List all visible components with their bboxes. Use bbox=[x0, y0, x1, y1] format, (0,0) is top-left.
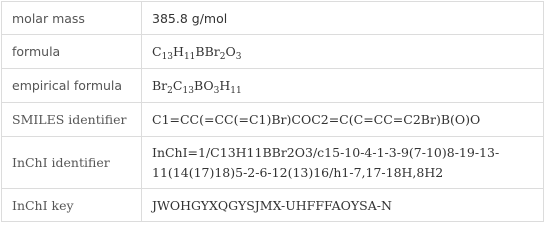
row-value: $Br_2C_{13}BO_3H_{11}$ bbox=[142, 69, 544, 103]
subscript: 13 bbox=[161, 52, 174, 62]
row-label: molar mass bbox=[2, 2, 142, 35]
row-inchi bbox=[2, 137, 544, 189]
row-smiles bbox=[2, 103, 544, 137]
row-label: empirical formula bbox=[2, 69, 142, 103]
row-value: $C_{13}H_{11}BBr_2O_3$ bbox=[142, 35, 544, 69]
row-value: JWOHGYXQGYSJMX-UHFFFAOYSA-N bbox=[142, 189, 544, 222]
row-label: InChI key bbox=[2, 189, 142, 222]
row-label: formula bbox=[2, 35, 142, 69]
row-value: 385.8 g/mol bbox=[142, 2, 544, 35]
subscript: 2 bbox=[167, 86, 173, 96]
properties-table bbox=[1, 1, 544, 222]
subscript: 3 bbox=[213, 86, 220, 96]
subscript: 2 bbox=[219, 52, 226, 62]
row-formula bbox=[2, 35, 544, 69]
row-empirical-formula bbox=[2, 69, 544, 103]
subscript: 11 bbox=[183, 52, 196, 62]
subscript: 11 bbox=[230, 86, 242, 96]
row-inchi-key bbox=[2, 189, 544, 222]
row-value: InChI=1/C13H11BBr2O3/c15-10-4-1-3-9(7-10)8-19-13-11(14(17)18)5-2-6-12(13)16/h1-7,17-18H,8H2 bbox=[142, 137, 544, 189]
row-label: InChI identifier bbox=[2, 137, 142, 189]
subscript: 13 bbox=[182, 86, 194, 96]
row-value: C1=CC(=CC(=C1)Br)COC2=C(C=CC=C2Br)B(O)O bbox=[142, 103, 544, 137]
row-label: SMILES identifier bbox=[2, 103, 142, 137]
row-molar-mass bbox=[2, 2, 544, 35]
subscript: 3 bbox=[235, 52, 242, 62]
